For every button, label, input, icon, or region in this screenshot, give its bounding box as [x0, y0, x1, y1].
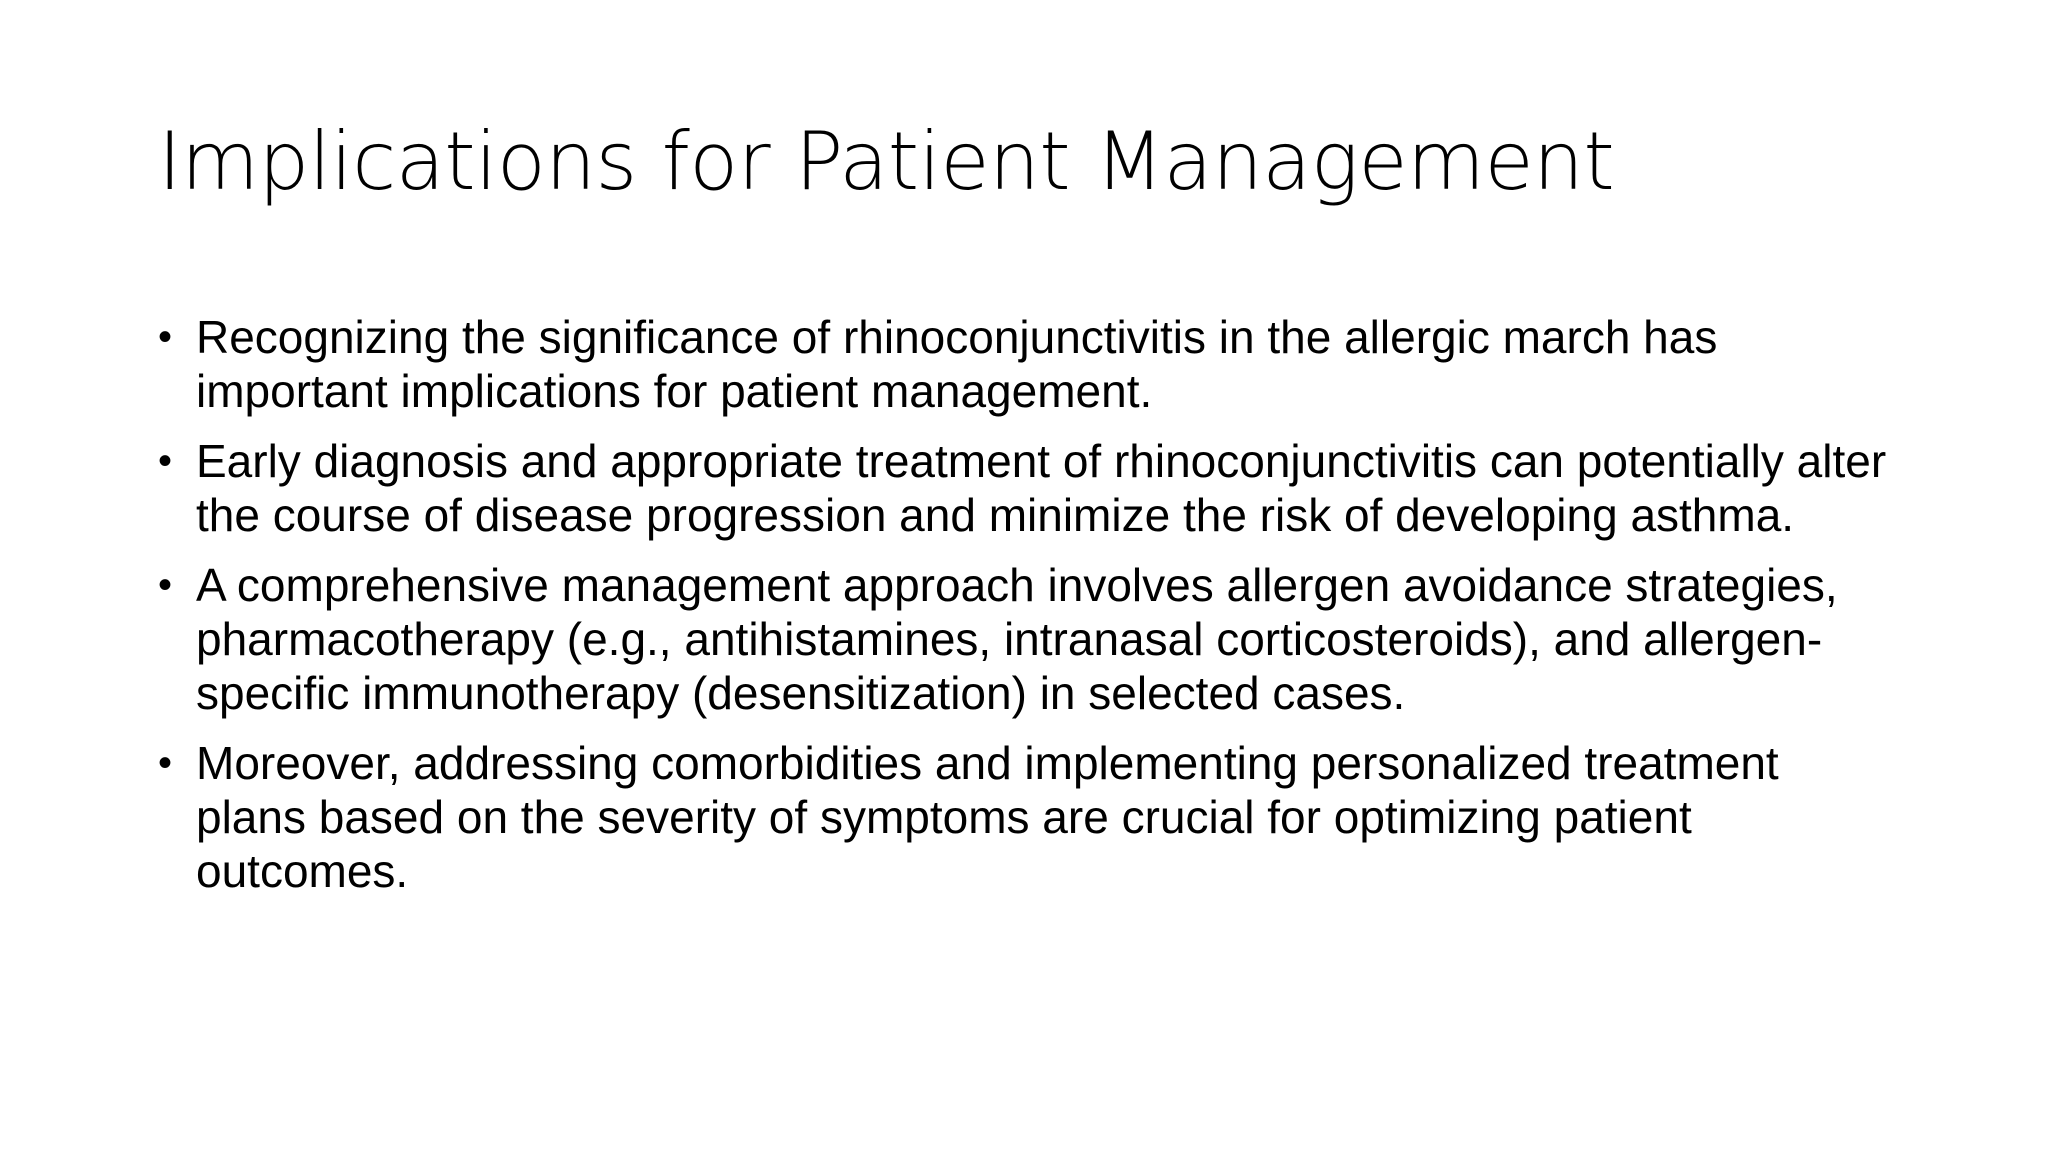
bullet-item — [158, 434, 1898, 542]
bullet-item — [158, 310, 1898, 418]
bullet-item — [158, 558, 1898, 720]
bullet-text: A comprehensive management approach involves allergen avoidance strategies, pharmacotherapy (e.g., antihistamines, intranasal corticosteroids), and allergen-specific immunotherapy (desensitization) in selected cases. — [196, 559, 1838, 719]
bullet-list — [158, 310, 1898, 914]
bullet-text: Moreover, addressing comorbidities and implementing personalized treatment plans based on the severity of symptoms are crucial for optimizing patient outcomes. — [196, 737, 1779, 897]
bullet-text: Recognizing the significance of rhinoconjunctivitis in the allergic march has important implications for patient management. — [196, 311, 1718, 417]
bullet-dot-icon: • — [158, 563, 173, 607]
bullet-item — [158, 736, 1898, 898]
bullet-dot-icon: • — [158, 439, 173, 483]
slide-title: Implications for Patient Management — [158, 115, 1615, 208]
bullet-dot-icon: • — [158, 741, 173, 785]
bullet-dot-icon: • — [158, 315, 173, 359]
bullet-text: Early diagnosis and appropriate treatment of rhinoconjunctivitis can potentially alter the course of disease progression and minimize the risk of developing asthma. — [196, 435, 1887, 541]
